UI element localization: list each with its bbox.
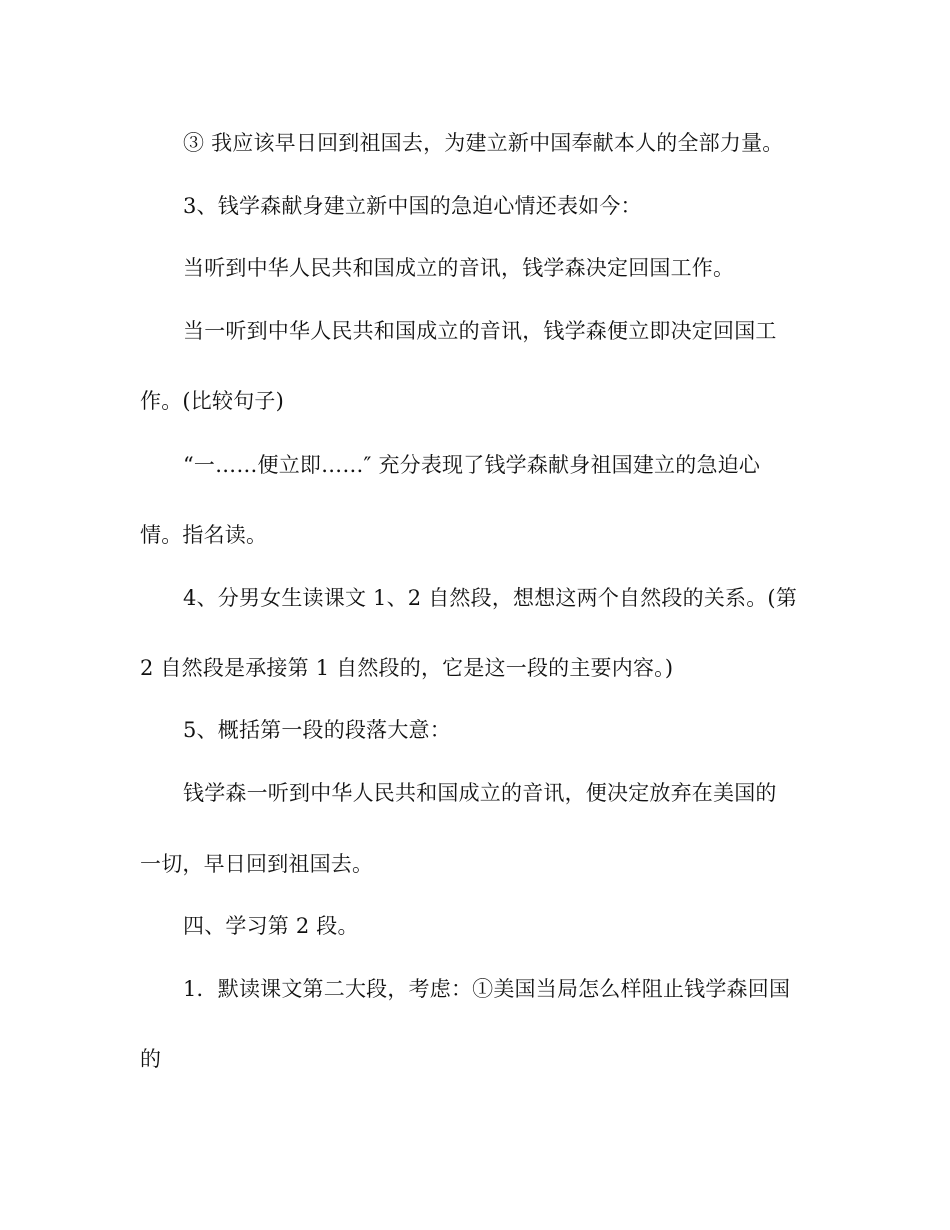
text-line-6: “一……便立即……″ 充分表现了钱学森献身祖国建立的急迫心 [183,453,761,477]
text-line-1: ③ 我应该早日回到祖国去，为建立新中国奉献本人的全部力量。 [183,131,784,155]
text-line-14: 1．默读课文第二大段，考虑：①美国当局怎么样阻止钱学森回国 [183,977,791,1001]
text-line-5: 作。(比较句子) [140,389,284,413]
text-line-9: 2 自然段是承接第 1 自然段的，它是这一段的主要内容。) [140,656,674,680]
text-line-15: 的 [140,1047,162,1071]
text-line-8: 4、分男女生读课文 1、2 自然段，想想这两个自然段的关系。(第 [183,586,798,610]
text-line-2: 3、钱学森献身建立新中国的急迫心情还表如今： [183,194,642,218]
text-line-13: 四、学习第 2 段。 [183,914,359,938]
text-line-11: 钱学森一听到中华人民共和国成立的音讯，便决定放弃在美国的 [183,781,777,805]
text-line-12: 一切，早日回到祖国去。 [140,852,374,876]
text-line-3: 当听到中华人民共和国成立的音讯，钱学森决定回国工作。 [183,256,735,280]
text-line-10: 5、概括第一段的段落大意： [183,718,451,742]
text-line-7: 情。指名读。 [140,523,268,547]
text-line-4: 当一听到中华人民共和国成立的音讯，钱学森便立即决定回国工 [183,319,777,343]
